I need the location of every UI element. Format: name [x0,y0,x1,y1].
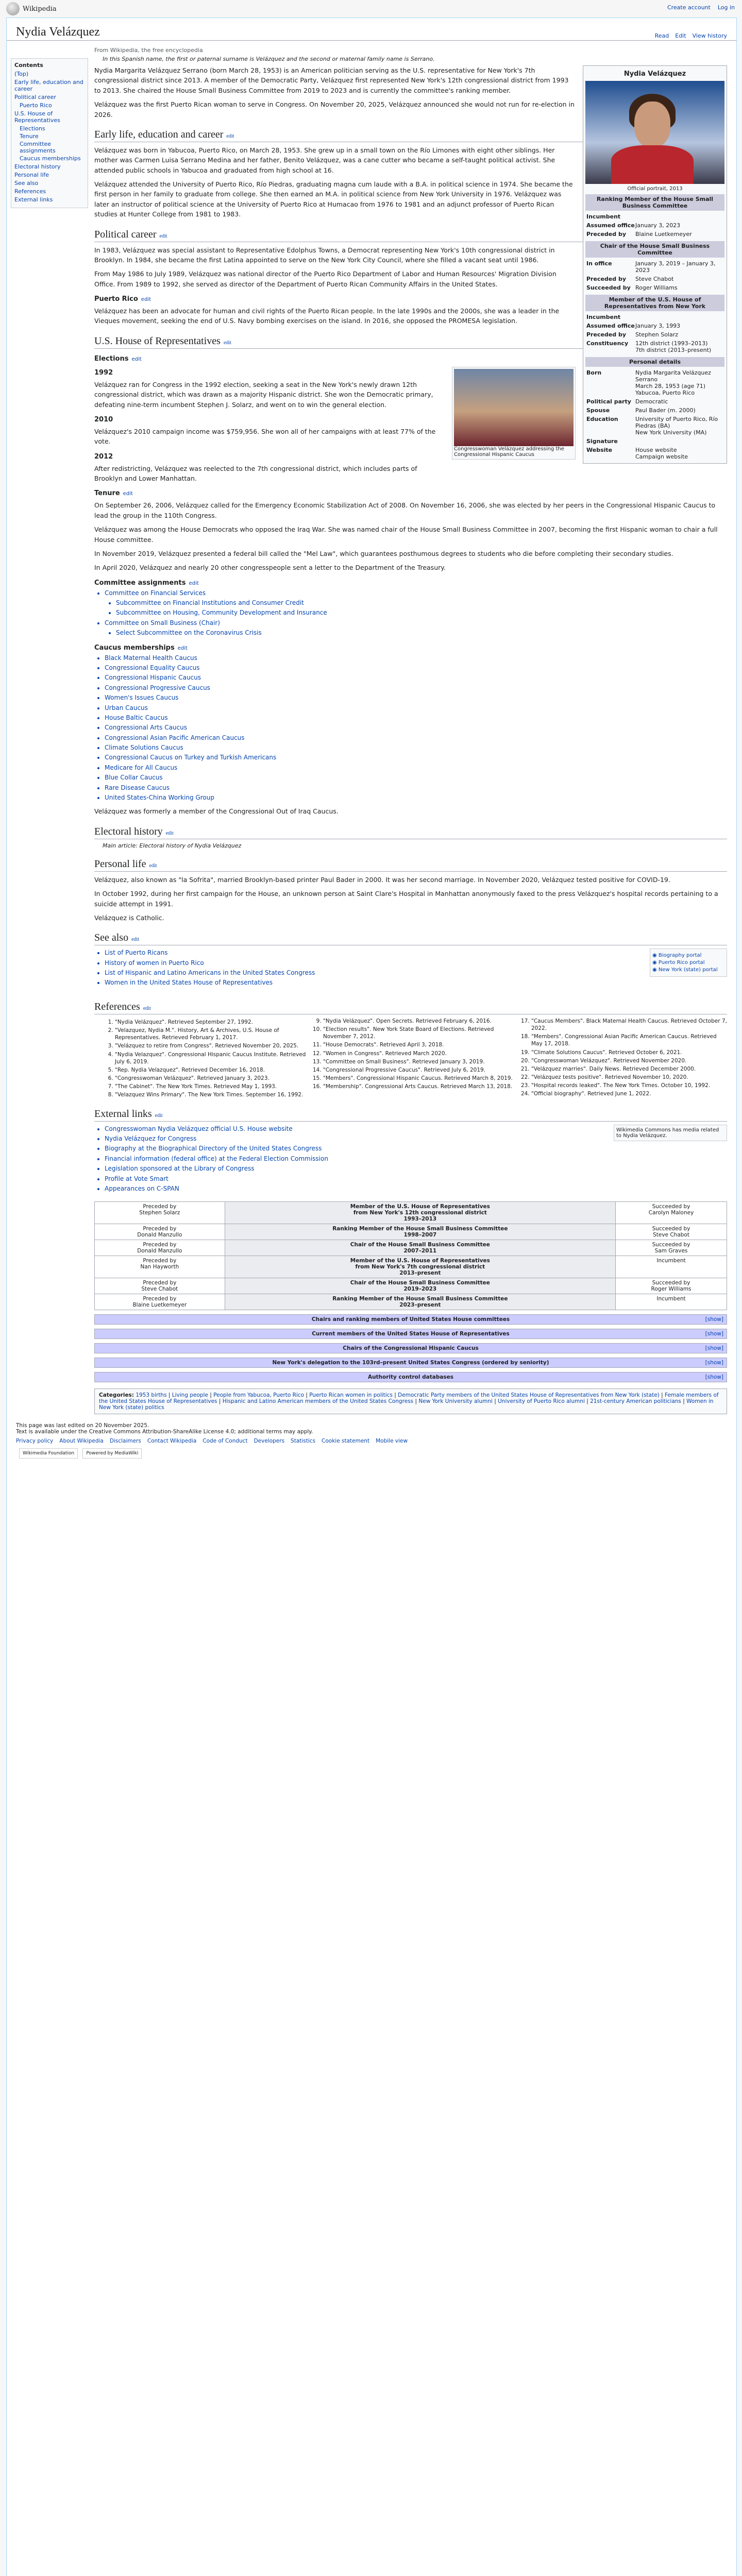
section-house: U.S. House of Representatives edit [94,335,727,349]
paragraph: After redistricting, Velázquez was reelected to the 7th congressional district, which includes parts of Brooklyn and Lower Manhattan. [94,464,417,482]
caucus-item[interactable]: • Urban Caucus [105,704,727,713]
reference-item: 21. "Velázquez marries". Daily News. Retrieved December 2000. [531,1065,727,1073]
succession-table [94,1201,727,1310]
toc-item[interactable]: Elections [20,125,45,132]
navbox-header [95,1358,727,1367]
category-links: Categories: 1953 births | Living people | People from Yabucoa, Puerto Rico | Puerto Rican women in politics | Democratic Party members of the United States House of Representatives from New York (state) | Female members of the United States House of Representatives | Hispanic and Latino American members of the United States Congress | New York University alumni | University of Puerto Rico alumni | 21st-century American politicians | Women in New York (state) politics [94,1388,727,1414]
toc-item[interactable]: External links [14,196,53,203]
infobox-value[interactable]: January 3, 2019 – January 3, 2023 [635,260,716,274]
infobox-key: Incumbent [586,314,621,320]
infobox-band-personal: Personal details [585,357,724,367]
toc-item[interactable]: Caucus memberships [20,155,81,162]
infobox-key: Political party [586,398,631,405]
paragraph: On September 26, 2006, Velázquez called for the Emergency Economic Stabilization Act of 2008. On November 16, 2006, she was elected by her peers in the Congressional Hispanic Caucus to lead the group in the 110th Congress. [94,501,716,519]
site-name: Wikipedia [23,5,57,13]
footer-link[interactable]: Mobile view [376,1438,408,1445]
navbox [94,1343,727,1353]
reference-item: 2. "Velazquez, Nydia M.". History, Art & Archives, U.S. House of Representatives. Retrieved February 1, 2017. [115,1027,311,1041]
section-tenure: Tenure edit [94,489,133,498]
subsection-2012: 2012 [94,452,113,461]
see-also-item[interactable]: • List of Puerto Ricans [105,948,727,957]
reference-item: 11. "House Democrats". Retrieved April 3, 2018. [323,1041,519,1048]
infobox-key: Constituency [586,340,629,347]
edit-link[interactable]: edit [131,937,140,943]
categories-label: Categories: [99,1392,134,1399]
footer-line: This page was last edited on 20 November 2025. [16,1422,149,1429]
infobox-value[interactable]: January 3, 2023 [635,222,681,229]
reference-item: 19. "Climate Solutions Caucus". Retrieved October 6, 2021. [531,1049,727,1056]
infobox-key: Incumbent [586,213,621,220]
table-of-contents [11,58,88,208]
main-article-note[interactable]: Main article: Electoral history of Nydia Velázquez [103,842,242,849]
infobox-key: Succeeded by [586,284,631,291]
infobox-row [585,275,724,283]
infobox-value[interactable]: Democratic [635,398,668,405]
toc-item[interactable]: Puerto Rico [20,102,52,109]
committee-item[interactable]: • Select Subcommittee on the Coronavirus Crisis [116,629,727,637]
succession-cell[interactable]: Succeeded by Roger Williams [616,1278,727,1294]
infobox-key: Born [586,369,602,376]
infobox-value[interactable]: Nydia Margarita Velázquez Serrano March 28, 1953 (age 71) Yabucoa, Puerto Rico [635,369,711,396]
site-logo[interactable] [6,2,57,15]
infobox-key: Website [586,447,613,453]
caucus-item[interactable]: • United States-China Working Group [105,793,727,802]
infobox-row [585,259,724,275]
reference-item: 15. "Members". Congressional Hispanic Caucus. Retrieved March 8, 2019. [323,1075,519,1082]
elections-thumbnail[interactable] [452,367,576,460]
page-title: Nydia Velázquez [16,25,100,39]
infobox-key: Signature [586,438,618,445]
create-account-link[interactable]: Create account [667,4,711,11]
succession-cell: Ranking Member of the House Small Business Committee 2023–present [225,1294,615,1310]
succession-cell[interactable]: Preceded by Donald Manzullo [95,1224,225,1240]
edit-link[interactable]: edit [123,491,133,497]
succession-cell[interactable]: Incumbent [616,1256,727,1278]
navbox-title[interactable]: New York's delegation to the 103rd–present United States Congress (ordered by seniority) [272,1360,549,1366]
committee-item[interactable]: • Committee on Financial Services [105,589,727,598]
portal-link[interactable]: ◉ New York (state) portal [652,967,718,973]
caucus-item[interactable]: • Congressional Asian Pacific American Caucus [105,734,727,742]
intro-paragraph: Velázquez was the first Puerto Rican woman to serve in Congress. On November 20, 2025, Velázquez announced she would not run for re-election in 2026. [94,100,575,118]
toc-item[interactable]: Committee assignments [20,141,56,154]
login-link[interactable]: Log in [717,4,735,11]
caucus-item[interactable]: • Climate Solutions Caucus [105,743,727,752]
paragraph: In April 2020, Velázquez and nearly 20 other congresspeople sent a letter to the Department of the Treasury. [94,564,446,572]
infobox-row [585,415,724,437]
infobox-value[interactable]: House website Campaign website [635,447,688,460]
succession-cell[interactable]: Succeeded by Carolyn Maloney [616,1202,727,1224]
content-area [6,18,737,2576]
edit-link[interactable]: edit [165,830,174,836]
navbox-title[interactable]: Chairs and ranking members of United States House committees [311,1316,510,1323]
section-elections: Elections edit [94,354,142,363]
portal-link[interactable]: ◉ Biography portal [652,953,702,959]
reference-item: 4. "Nydia Velazquez". Congressional Hispanic Caucus Institute. Retrieved July 6, 2019. [115,1051,311,1065]
article-body [94,41,727,1414]
paragraph: Velázquez ran for Congress in the 1992 election, seeking a seat in the New York's newly drawn 12th congressional district, which was drawn as a majority Hispanic district. She won the Democratic primary, defeating nine-term incumbent Stephen J. Solarz, and went on to win the general election. [94,380,433,409]
hatnote: In this Spanish name, the first or paternal surname is Velázquez and the second or maternal family name is Serrano. [103,56,435,62]
toc-item[interactable]: Electoral history [14,163,61,170]
see-also-item[interactable]: • History of women in Puerto Rico [105,959,727,968]
thumbnail-caption: Congresswoman Velázquez addressing the Congressional Hispanic Caucus [454,446,564,457]
section-external-links: External links edit [94,1108,727,1122]
succession-row [95,1294,727,1310]
infobox-row [585,283,724,292]
wikimedia-badge[interactable]: Wikimedia Foundation [19,1448,78,1459]
navbox-header [95,1315,727,1324]
infobox-row [585,330,724,339]
paragraph: From May 1986 to July 1989, Velázquez was national director of the Puerto Rico Department of Labor and Human Resources' Migration Division Office. From 1989 to 1992, she served as director of the Department of Puerto Rican Community Affairs in the United States. [94,270,556,288]
section-references: References edit [94,1001,727,1014]
infobox-value[interactable]: Paul Bader (m. 2000) [635,407,696,414]
footer-link[interactable]: About Wikipedia [59,1438,104,1445]
toc-item[interactable]: U.S. House of Representatives [14,110,60,124]
succession-cell[interactable]: Preceded by Stephen Solarz [95,1202,225,1224]
infobox-key: Preceded by [586,231,627,238]
subsection-2010: 2010 [94,415,113,423]
footer-line: Text is available under the Creative Commons Attribution-ShareAlike License 4.0; additional terms may apply. [16,1429,313,1435]
navbox-toggle[interactable]: [show] [705,1345,723,1352]
caucus-item[interactable]: • House Baltic Caucus [105,714,727,722]
navbox [94,1372,727,1382]
infobox-value[interactable]: 12th district (1993–2013) 7th district (2013–present) [635,340,712,353]
infobox-key: Spouse [586,407,610,414]
top-bar [0,0,742,18]
caucus-item[interactable]: • Congressional Caucus on Turkey and Turkish Americans [105,753,727,762]
navbox-toggle[interactable]: [show] [705,1316,723,1323]
edit-link[interactable]: edit [159,233,167,239]
edit-link[interactable]: edit [143,1005,151,1011]
reference-item: 9. "Nydia Velázquez". Open Secrets. Retrieved February 6, 2016. [323,1018,519,1025]
reference-item: 14. "Congressional Progressive Caucus". Retrieved July 6, 2019. [323,1066,519,1074]
edit-tab[interactable]: Edit [675,32,686,39]
caucus-item[interactable]: • Rare Disease Caucus [105,784,727,792]
committee-item[interactable]: • Subcommittee on Financial Institutions and Consumer Credit [116,599,727,607]
reference-item: 22. "Velázquez tests positive". Retrieved November 10, 2020. [531,1074,727,1081]
navbox-header [95,1344,727,1353]
section-early-life: Early life, education and career edit [94,129,727,142]
infobox-row [585,221,724,230]
category-link[interactable]: Female members of the United States House of Representatives [99,1392,719,1405]
paragraph: Velázquez has been an advocate for human and civil rights of the Puerto Rican people. In the late 1990s and the 2000s, she was a leader in the Vieques movement, seeking the end of U.S. Navy bombing exercises on the island. In 2016, she opposed the PROMESA legislation. [94,307,560,325]
section-committees: Committee assignments edit [94,579,199,587]
infobox-title: Nydia Velázquez [623,70,686,78]
external-link[interactable]: • Legislation sponsored at the Library of Congress [105,1164,727,1173]
section-political-career: Political career edit [94,229,727,242]
succession-cell[interactable]: Preceded by Steve Chabot [95,1278,225,1294]
portal-link[interactable]: ◉ Puerto Rico portal [652,960,705,966]
toc-item[interactable]: Early life, education and career [14,79,83,92]
from-line: From Wikipedia, the free encyclopedia [94,47,203,54]
footer-link[interactable]: Statistics [291,1438,316,1445]
see-also-item[interactable]: • Women in the United States House of Representatives [105,978,727,987]
infobox-key: Education [586,416,618,422]
reference-item: 12. "Women in Congress". Retrieved March 2020. [323,1050,519,1057]
succession-cell: Chair of the House Small Business Committee 2007–2011 [225,1240,615,1256]
succession-cell: Chair of the House Small Business Committee 2019–2023 [225,1278,615,1294]
succession-cell: Member of the U.S. House of Representatives from New York's 7th congressional district 2013–present [225,1256,615,1278]
paragraph: In November 2019, Velázquez presented a federal bill called the "Mel Law", which guarantees posthumous degrees to students who die before completing their secondary studies. [94,549,673,557]
succession-row [95,1202,727,1224]
infobox-band-member: Member of the U.S. House of Representatives from New York [585,295,724,311]
succession-cell[interactable]: Incumbent [616,1294,727,1310]
toc-item[interactable]: References [14,188,46,195]
reference-item: 1. "Nydia Velázquez". Retrieved September 27, 1992. [115,1019,311,1026]
category-link[interactable]: 21st-century American politicians [590,1398,681,1405]
wikipedia-globe-icon [6,2,20,15]
navbox-header [95,1372,727,1382]
portrait-caption: Official portrait, 2013 [627,186,683,192]
category-link[interactable]: New York University alumni [418,1398,493,1405]
succession-row [95,1278,727,1294]
edit-link[interactable]: edit [226,133,234,139]
portrait-image[interactable] [585,81,724,184]
external-link[interactable]: • Appearances on C-SPAN [105,1184,727,1193]
commons-box[interactable] [614,1125,727,1141]
infobox-key: In office [586,260,612,267]
succession-cell: Member of the U.S. House of Representatives from New York's 12th congressional district 1993–2013 [225,1202,615,1224]
footer-link[interactable]: Code of Conduct [203,1438,248,1445]
section-see-also: See also edit [94,932,727,945]
reference-item: 5. "Rep. Nydia Velazquez". Retrieved December 16, 2018. [115,1066,311,1074]
navbox-title[interactable]: Authority control databases [367,1374,454,1381]
reference-item: 10. "Election results". New York State Board of Elections. Retrieved November 7, 2012. [323,1026,519,1040]
toc-item[interactable]: Tenure [20,133,39,140]
succession-cell[interactable]: Succeeded by Steve Chabot [616,1224,727,1240]
reference-item: 18. "Members". Congressional Asian Pacific American Caucus. Retrieved May 17, 2018. [531,1033,727,1047]
caucus-item[interactable]: • Congressional Arts Caucus [105,723,727,732]
succession-row [95,1256,727,1278]
category-link[interactable]: Women in New York (state) politics [99,1398,714,1411]
infobox-value[interactable]: January 3, 1993 [635,323,681,329]
infobox-band-chair: Chair of the House Small Business Committee [585,241,724,258]
edit-link[interactable]: edit [131,356,142,362]
section-caucus: Caucus memberships edit [94,643,188,652]
reference-item: 23. "Hospital records leaked". The New York Times. October 10, 1992. [531,1082,727,1089]
commons-text: Wikimedia Commons has media related to Nydia Velázquez. [616,1127,719,1139]
section-personal-life: Personal life edit [94,858,727,872]
caucus-item[interactable]: • Medicare for All Caucus [105,764,727,772]
footer-link[interactable]: Contact Wikipedia [147,1438,197,1445]
category-link[interactable]: Democratic Party members of the United States House of Representatives from New York (state) [398,1392,660,1399]
infobox-row [585,212,724,221]
infobox-value[interactable]: Blaine Luetkemeyer [635,231,692,238]
edit-link[interactable]: edit [149,862,157,869]
history-tab[interactable]: View history [692,32,727,39]
intro-paragraph: Nydia Margarita Velázquez Serrano (born March 28, 1953) is an American politician serving as the U.S. representative for New York's 7th congressional district since 2013. A member of the Democratic Party, Velázquez first represented New York's 12th congressional district from 1993 to 2013. She chaired the House Small Business Committee from 2019 to 2023 and is currently the committee's ranking member. [94,66,569,94]
succession-cell[interactable]: Preceded by Blaine Luetkemeyer [95,1294,225,1310]
infobox-key: Assumed office [586,222,635,229]
category-link[interactable]: 1953 births [136,1392,167,1399]
section-puerto-rico: Puerto Rico edit [94,295,151,303]
read-tab[interactable]: Read [654,32,669,39]
caucus-item[interactable]: • Black Maternal Health Caucus [105,654,727,663]
external-link[interactable]: • Biography at the Biographical Directory of the United States Congress [105,1144,727,1153]
infobox-row [585,313,724,321]
paragraph: In October 1992, during her first campaign for the House, an unknown person at Saint Clare's Hospital in Manhattan anonymously faxed to the press Velázquez's hospital records pertaining to a suicide attempt in 1991. [94,890,718,908]
infobox-row [585,397,724,406]
edit-link[interactable]: edit [177,645,188,651]
edit-link[interactable]: edit [223,340,231,346]
paragraph: In 1983, Velázquez was special assistant to Representative Edolphus Towns, a Democrat representing New York's 10th congressional district in Brooklyn. In 1984, she became the first Latina appointed to serve on the New York City Council, where she filled a vacant seat until 1986. [94,246,555,264]
subsection-1992: 1992 [94,368,113,377]
caucus-item[interactable]: • Blue Collar Caucus [105,773,727,782]
edit-link[interactable]: edit [141,297,151,302]
infobox-row [585,446,724,461]
external-link[interactable]: • Profile at Vote Smart [105,1175,727,1183]
infobox [583,65,727,464]
navbox [94,1358,727,1368]
footer-link[interactable]: Privacy policy [16,1438,54,1445]
external-link[interactable]: • Congresswoman Nydia Velázquez official U.S. House website [105,1125,727,1133]
infobox-value[interactable]: Stephen Solarz [635,331,679,338]
portal-box [650,948,727,977]
caucus-item[interactable]: • Congressional Hispanic Caucus [105,673,727,682]
edit-link[interactable]: edit [189,580,199,586]
footer-link[interactable]: Developers [254,1438,285,1445]
infobox-row [585,368,724,397]
navbox-title[interactable]: Chairs of the Congressional Hispanic Caucus [343,1345,479,1352]
edit-link[interactable]: edit [155,1112,163,1118]
caucus-list [105,654,727,803]
reference-item: 8. "Velazquez Wins Primary". The New York Times. September 16, 1992. [115,1091,311,1098]
succession-cell[interactable]: Preceded by Donald Manzullo [95,1240,225,1256]
succession-cell: Ranking Member of the House Small Business Committee 1998–2007 [225,1224,615,1240]
infobox-row [585,406,724,415]
toc-item[interactable]: See also [14,180,39,187]
toc-item[interactable]: Political career [14,94,56,100]
navbox-toggle[interactable]: [show] [705,1360,723,1366]
references-list [94,1018,727,1099]
section-electoral-history: Electoral history edit [94,826,727,839]
infobox-row [585,437,724,446]
infobox-value[interactable]: University of Puerto Rico, Río Piedras (BA) New York University (MA) [635,416,718,436]
navbox-toggle[interactable]: [show] [705,1331,723,1337]
external-link[interactable]: • Financial information (federal office) at the Federal Election Commission [105,1155,727,1163]
page-tools [655,32,727,39]
caucus-item[interactable]: • Women's Issues Caucus [105,693,727,702]
paragraph: Velázquez, also known as "la Sofrita", married Brooklyn-based printer Paul Bader in 2000. It was her second marriage. In November 2020, Velázquez tested positive for COVID-19. [94,875,670,884]
navbox-toggle[interactable]: [show] [705,1374,723,1381]
paragraph: Velázquez was formerly a member of the Congressional Out of Iraq Caucus. [94,807,339,816]
infobox-value[interactable] [635,314,723,320]
paragraph: Velázquez's 2010 campaign income was $759,956. She won all of her campaigns with at least 77% of the vote. [94,427,436,446]
infobox-row [585,339,724,354]
category-link[interactable]: Hispanic and Latino American members of the United States Congress [222,1398,414,1405]
navbox-title[interactable]: Current members of the United States House of Representatives [312,1331,510,1337]
succession-cell[interactable]: Succeeded by Sam Graves [616,1240,727,1256]
reference-item: 3. "Velázquez to retire from Congress". Retrieved November 20, 2025. [115,1042,311,1049]
reference-item: 24. "Official biography". Retrieved June 1, 2022. [531,1090,727,1097]
footer [7,1414,736,1467]
infobox-value[interactable] [635,213,723,220]
toc-item[interactable]: (Top) [14,71,29,77]
paragraph: Velázquez was born in Yabucoa, Puerto Rico, on March 28, 1953. She grew up in a small town on the Río Limones with eight other siblings. Her mother was Carmen Luisa Serrano Medina and her father, Benito Velázquez, was a cane cutter who became a self-taught political activist. She attended public schools in Yabucoa and graduated from high school at 16. [94,146,555,174]
reference-item: 16. "Membership". Congressional Arts Caucus. Retrieved March 13, 2018. [323,1083,519,1090]
infobox-band-ranking: Ranking Member of the House Small Business Committee [585,194,724,211]
paragraph: Velázquez was among the House Democrats who opposed the Iraq War. She was named chair of the House Small Business Committee in 2007, becoming the first Hispanic woman to chair a full House committee. [94,526,718,544]
infobox-key: Preceded by [586,331,627,338]
navbox [94,1329,727,1339]
succession-row [95,1240,727,1256]
reference-item: 17. "Caucus Members". Black Maternal Health Caucus. Retrieved October 7, 2022. [531,1018,727,1032]
reference-item: 6. "Congresswoman Velázquez". Retrieved January 3, 2023. [115,1075,311,1082]
caucus-item[interactable]: • Congressional Equality Caucus [105,664,727,672]
footer-link[interactable]: Disclaimers [109,1438,141,1445]
infobox-key: Preceded by [586,276,627,282]
committee-item[interactable]: • Subcommittee on Housing, Community Development and Insurance [116,608,727,617]
committee-list [105,589,727,638]
infobox-value[interactable]: Steve Chabot [635,276,674,282]
navbox [94,1314,727,1325]
toc-heading: Contents [14,62,43,69]
paragraph: Velázquez attended the University of Puerto Rico, Río Piedras, graduating magna cum laude with a B.A. in political science in 1974. She became the first person in her family to graduate from college. She then earned an M.A. in political science from New York University in 1976. Velázquez was later an instructor of political science at the University of Puerto Rico at Humacao from 1976 to 1981 and an adjunct professor of Puerto Rican studies at Hunter College from 1981 to 1983. [94,180,573,218]
reference-item: 7. "The Cabinet". The New York Times. Retrieved May 1, 1993. [115,1083,311,1090]
toc-item[interactable]: Personal life [14,172,49,178]
infobox-value[interactable]: Roger Williams [635,284,678,291]
succession-row [95,1224,727,1240]
category-link[interactable]: People from Yabucoa, Puerto Rico [213,1392,305,1399]
committee-item[interactable]: • Committee on Small Business (Chair) [105,619,727,628]
caucus-item[interactable]: • Congressional Progressive Caucus [105,684,727,692]
infobox-value[interactable] [635,438,723,445]
category-link[interactable]: Puerto Rican women in politics [309,1392,393,1399]
infobox-row [585,230,724,239]
mediawiki-badge[interactable]: Powered by MediaWiki [82,1448,142,1459]
category-link[interactable]: Living people [172,1392,208,1399]
category-link[interactable]: University of Puerto Rico alumni [498,1398,585,1405]
reference-item: 13. "Committee on Small Business". Retrieved January 3, 2019. [323,1058,519,1065]
footer-link[interactable]: Cookie statement [322,1438,370,1445]
personal-tools [667,4,735,11]
infobox-key: Assumed office [586,323,635,329]
see-also-list [105,948,727,988]
external-link[interactable]: • Nydia Velázquez for Congress [105,1134,727,1143]
succession-cell[interactable]: Preceded by Nan Hayworth [95,1256,225,1278]
see-also-item[interactable]: • List of Hispanic and Latino Americans in the United States Congress [105,969,727,977]
navbox-header [95,1329,727,1338]
reference-item: 20. "Congresswoman Velázquez". Retrieved November 2020. [531,1057,727,1064]
infobox-row [585,321,724,330]
paragraph: Velázquez is Catholic. [94,913,164,922]
